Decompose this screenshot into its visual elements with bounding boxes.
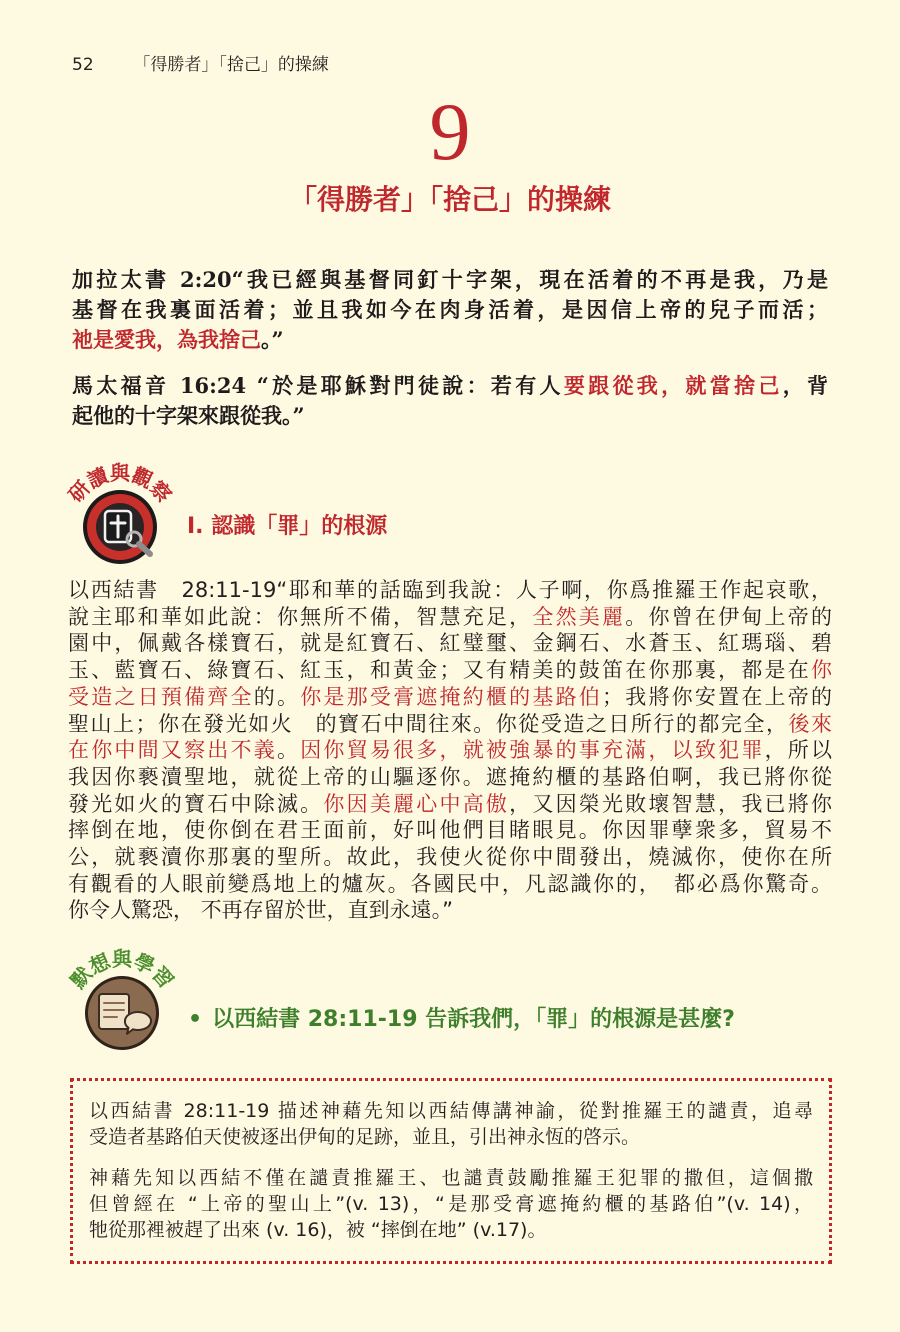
text-line [68,684,832,711]
emphasis-text: 要跟從我，就當捨己 [563,373,783,398]
badge-label-text: 默想與學習 [65,947,179,993]
verse-matthew [72,371,828,431]
scripture-passage [68,577,832,924]
text-line [68,577,832,604]
text-line [68,657,832,684]
text-line [68,630,832,657]
emphasis-text: 受造之日預備齊全 [68,684,254,709]
emphasis-text: 在你中間又察出不義 [68,738,277,763]
text-line [72,265,828,295]
text-segment: ，所以 [764,738,832,763]
text-line [68,791,832,818]
text-segment: 摔倒在地，使你倒在君王面前，好叫他們目睹眼見。你因罪孽衆多，貿易不 [68,818,832,843]
key-verses [72,265,828,431]
text-segment: ，又因榮光敗壞智慧，我已將你 [509,791,832,816]
text-line [68,871,832,898]
text-segment: 說主耶和華如此說：你無所不備，智慧充足， [68,604,533,629]
study-observe-badge [55,455,185,580]
text-segment: 加拉太書 2:20“我已經與基督同釘十字架，現在活着的不再是我，乃是 [72,267,828,292]
text-segment: 馬太福音 16:24 “於是耶穌對門徒說：若有人 [72,373,564,398]
text-segment: ，背 [782,373,829,398]
text-segment: 你令人驚恐， 不再存留於世，直到永遠。” [68,898,454,923]
text-segment: 的。 [253,684,301,709]
text-line [72,401,828,431]
text-segment: ；我將你安置在上帝的 [602,684,832,709]
text-segment: 。 [276,738,301,763]
text-segment: 園中，佩戴各樣寶石，就是紅寶石、紅璧璽、金鋼石、水蒼玉、紅瑪瑙、碧 [68,631,832,656]
emphasis-text: 後來 [788,711,832,736]
text-segment: 公，就褻瀆你那裏的聖所。故此，我使火從你中間發出，燒滅你，使你在所 [68,845,832,870]
text-line [68,604,832,631]
text-line [89,1124,813,1150]
emphasis-text: 你因美麗心中高傲 [323,791,510,816]
commentary-box [70,1078,832,1264]
chapter-number: 9 [429,86,471,177]
text-line [72,371,828,401]
commentary-paragraph [89,1165,813,1243]
verse-galatians [72,265,828,355]
text-segment: 發光如火的寶石中除滅。 [68,791,324,816]
text-line [89,1217,813,1243]
meditate-learn-badge [57,941,187,1066]
emphasis-text: 祂是愛我，為我捨己 [72,327,261,352]
chapter-title: 「得勝者」「捨己」的操練 [288,183,611,216]
bullet-marker: • [188,1007,203,1032]
text-line [68,711,832,738]
emphasis-text: 因你貿易很多，就被強暴的事充滿，以致犯罪 [300,738,765,763]
text-segment: 。” [261,327,284,352]
question-text: 以西結書 28:11-19 告訴我們，「罪」的根源是甚麼? [212,1007,735,1032]
text-segment: 基督在我裏面活着；並且我如今在肉身活着，是因信上帝的兒子而活； [72,297,828,322]
book-speech-bubble-icon [85,976,159,1050]
text-line [68,897,832,924]
text-line [72,325,828,355]
text-segment: 受造者基路伯天使被逐出伊甸的足跡，並且，引出神永恆的啓示。 [89,1126,641,1148]
text-segment: 有觀看的人眼前變爲地上的爐灰。各國民中，凡認識你的， 都必爲你驚奇。 [68,871,832,896]
text-segment: 牠從那裡被趕了出來 (v. 16)，被 “摔倒在地” (v.17)。 [89,1219,547,1241]
text-segment: 我因你褻瀆聖地，就從上帝的山驅逐你。遮掩約櫃的基路伯啊，我已將你從 [68,764,832,789]
text-segment: 以西結書 28:11-19“耶和華的話臨到我說：人子啊，你爲推羅王作起哀歌， [68,578,832,602]
section-heading: I. 認識「罪」的根源 [187,514,388,539]
text-line [89,1165,813,1191]
text-segment: 但曾經在 “上帝的聖山上”(v. 13)，“是那受膏遮掩約櫃的基路伯”(v. 14)， [89,1193,813,1215]
text-line [68,817,832,844]
emphasis-text: 全然美麗 [532,604,626,629]
text-segment: 玉、藍寶石、綠寶石、紅玉，和黃金；又有精美的鼓笛在你那裏，都是在 [68,658,811,683]
text-line [68,764,832,791]
text-segment: 以西結書 28:11-19 描述神藉先知以西結傳講神諭，從對推羅王的譴責，追尋 [89,1100,813,1122]
text-segment: 起他的十字架來跟從我。” [72,403,305,428]
text-segment: 神藉先知以西結不僅在譴責推羅王、也譴責鼓勵推羅王犯罪的撒但，這個撒 [89,1167,813,1189]
text-segment: 聖山上；你在發光如火 的寶石中間往來。你從受造之日所行的都完全， [68,711,789,736]
badge-label-text: 研讀與觀察 [63,461,177,507]
reflection-question [188,1005,735,1035]
text-line [89,1191,813,1217]
text-line [72,295,828,325]
text-line [89,1098,813,1124]
emphasis-text: 你 [811,658,832,683]
running-title: 「得勝者」「捨己」的操練 [133,55,329,75]
bible-magnifier-icon [83,490,157,564]
emphasis-text: 你是那受膏遮掩約櫃的基路伯 [300,684,603,709]
page-number: 52 [72,55,94,75]
text-segment: 。你曾在伊甸上帝的 [625,604,832,629]
running-header [72,53,329,77]
commentary-paragraph [89,1098,813,1150]
text-line [68,844,832,871]
text-line [68,737,832,764]
